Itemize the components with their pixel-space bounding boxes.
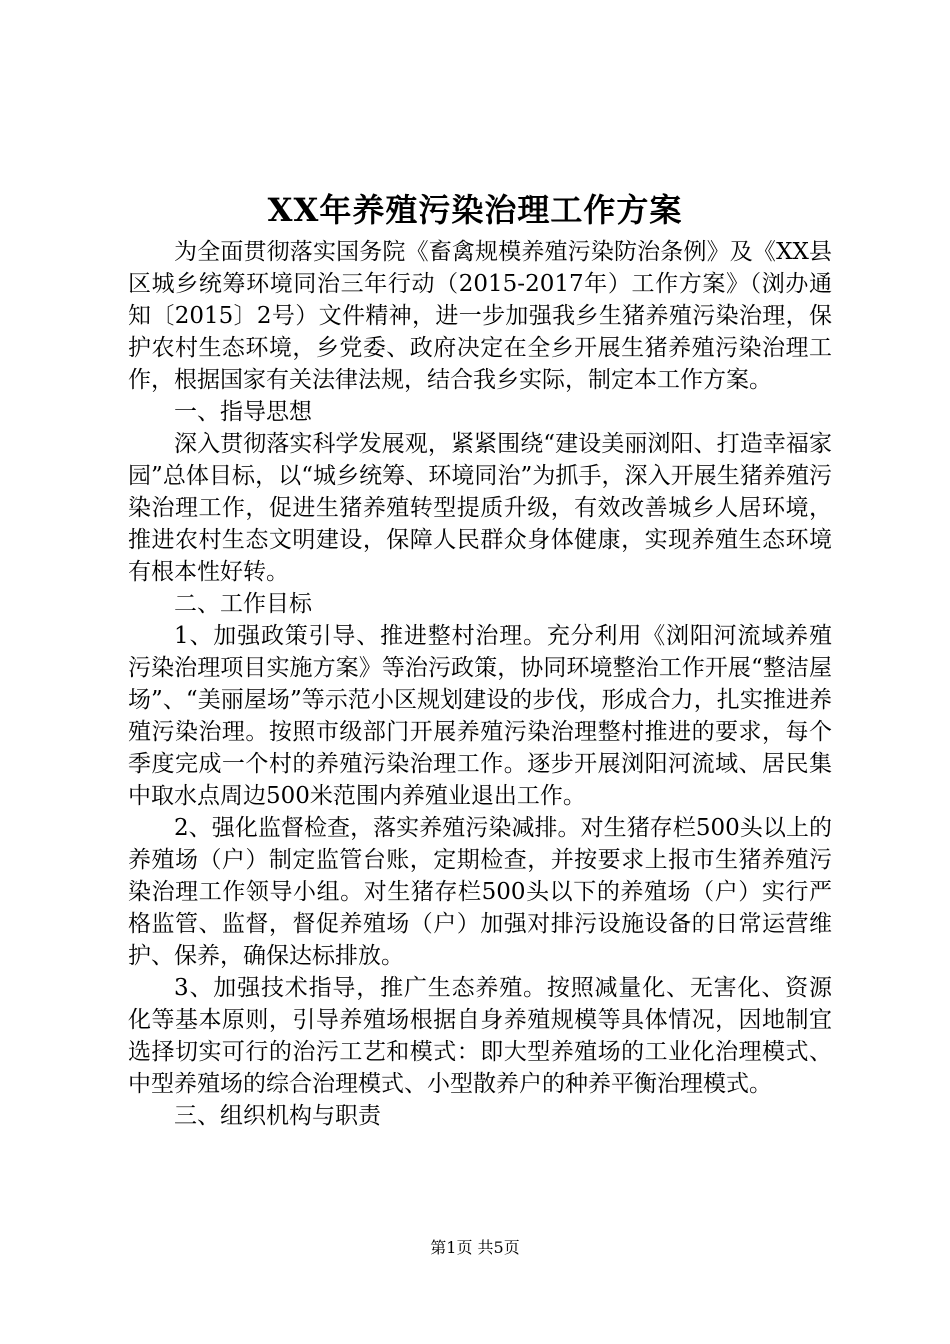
document-body bbox=[128, 236, 832, 1132]
section-heading-work-goals: 二、工作目标 bbox=[174, 591, 312, 617]
page-number-footer: 第1页 共5页 bbox=[430, 1238, 520, 1257]
work-goal-paragraph-1: 1、加强政策引导、推进整村治理。充分利用《浏阳河流域养殖污染治理项目实施方案》等治污政策，协同环境整治工作开展“整洁屋场”、“美丽屋场”等示范小区规划建设的步伐，形成合力，扎实推进养殖污染治理。按照市级部门开展养殖污染治理整村推进的要求，每个季度完成一个村的养殖污染治理工作。逐步开展浏阳河流域、居民集中取水点周边500米范围内养殖业退出工作。 bbox=[128, 623, 832, 809]
section-heading-guiding-ideology: 一、指导思想 bbox=[174, 399, 312, 425]
document-title: XX年养殖污染治理工作方案 bbox=[267, 191, 683, 229]
guiding-ideology-paragraph: 深入贯彻落实科学发展观，紧紧围绕“建设美丽浏阳、打造幸福家园”总体目标，以“城乡统筹、环境同治”为抓手，深入开展生猪养殖污染治理工作，促进生猪养殖转型提质升级，有效改善城乡人居环境，推进农村生态文明建设，保障人民群众身体健康，实现养殖生态环境有根本性好转。 bbox=[128, 431, 832, 585]
intro-paragraph: 为全面贯彻落实国务院《畜禽规模养殖污染防治条例》及《XX县区城乡统筹环境同治三年行动（2015-2017年）工作方案》（浏办通知〔2015〕2号）文件精神，进一步加强我乡生猪养殖污染治理，保护农村生态环境，乡党委、政府决定在全乡开展生猪养殖污染治理工作，根据国家有关法律法规，结合我乡实际，制定本工作方案。 bbox=[128, 239, 832, 393]
work-goal-paragraph-3: 3、加强技术指导，推广生态养殖。按照减量化、无害化、资源化等基本原则，引导养殖场根据自身养殖规模等具体情况，因地制宜选择切实可行的治污工艺和模式：即大型养殖场的工业化治理模式、中型养殖场的综合治理模式、小型散养户的种养平衡治理模式。 bbox=[128, 975, 832, 1097]
work-goal-paragraph-2: 2、强化监督检查，落实养殖污染减排。对生猪存栏500头以上的养殖场（户）制定监管台账，定期检查，并按要求上报市生猪养殖污染治理工作领导小组。对生猪存栏500头以下的养殖场（户）实行严格监管、监督，督促养殖场（户）加强对排污设施设备的日常运营维护、保养，确保达标排放。 bbox=[128, 815, 832, 969]
section-heading-organization: 三、组织机构与职责 bbox=[174, 1103, 381, 1129]
